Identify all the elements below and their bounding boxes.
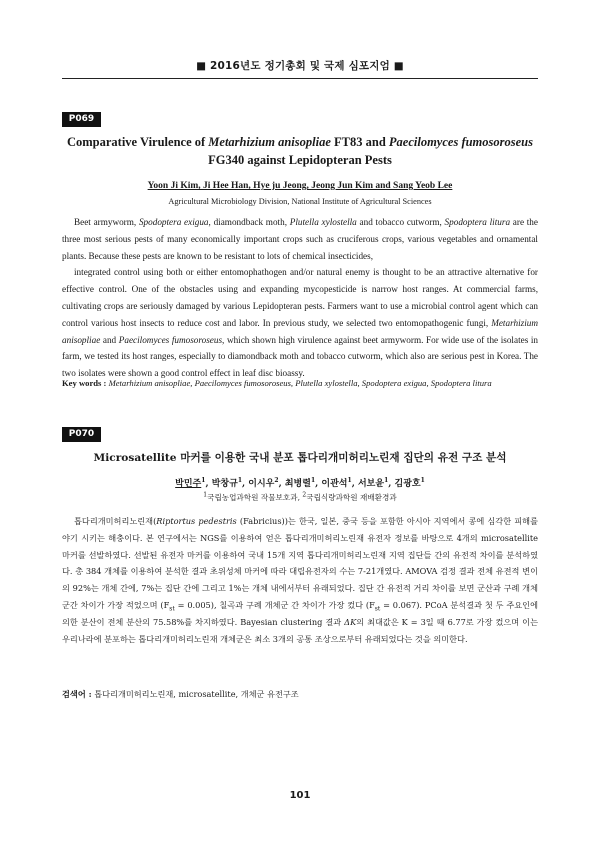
author-name: 최병렬 xyxy=(284,479,311,489)
abstract-title: Comparative Virulence of Metarhizium anisopliae FT83 and Paecilomyces fumosoroseus FG340 against Lepidopteran Pests xyxy=(66,135,533,167)
abstract-id-badge: P070 xyxy=(62,427,101,442)
author-name: 김광호 xyxy=(394,479,421,489)
author-name: 이관석 xyxy=(321,479,348,489)
body-paragraph: 톱다리개미허리노린재(Riptortus pedestris (Fabricius))는 한국, 일본, 중국 등을 포함한 아시아 지역에서 콩에 심각한 피해를 야기 시키는 해충이다. 본 연구에서는 NGS를 이용하여 얻은 톱다리개미허리노린재 유전자 정보를 바탕으로 4개의 microsatellite 마커를 선발하였다. 선발된 유전자 마커를 이용하여 국내 15개 지역 톱다리개미허리노린재 지역 집단들 간의 유전적 차이를 분석하였다. 총 384 개체를 이용하여 분석한 결과 초위성체 마커에 따라 대립유전자의 수는 7-21개였다. AMOVA 검정 결과 전체 유전적 변이의 92%는 개체 간에, 7%는 집단 간에 그리고 1%는 개체 내에서부터 유래되었다. 집단 간 유전적 거리 차이를 보면 군산과 구례 개체군간 차이가 가장 적었으며 $(F_{st} = 0.005)$, 칠곡과 구례 개체군 간 차이가 가장 컸다 $(F_{st} = 0.067)$. PCoA 분석결과 첫 두 주요인에 의한 분산이 전체 분산의 75.58%를 차지하였다. Bayesian clustering 결과 ΔK의 최대값은 K = 3일 때 6.77로 가장 컸으며 이는 우리나라에 분포하는 톱다리개미허리노린재 개체군은 최소 3개의 공통 조상으로부터 유래되었다는 것을 의미한다. xyxy=(62,516,538,644)
header-divider xyxy=(62,78,538,79)
body-paragraph: integrated control using both or either entomophathogen and/or natural enemy is thought to be an attractive alternative for effective control. One of the obstacles using and expanding mycopesticide is narrow host ranges. At commercial farms, cultivating crops are seriously damaged by various Lepidopteran pests. Farmers want to use a microbial control agent which can control various host insects to reduce cost and labor. In previous study, we selected two entomopathogenic fungi, Metarhizium anisopliae and Paecilomyces fumosoroseus, which shown high virulence against beet armyworm. For wide use of the isolates in farm, we tested its host ranges, especially to diamondback moth and tobacco cutworm, which also are serious pest in Korea. The two isolates were shown a good control effect in leaf disc bioassy. xyxy=(62,267,539,379)
page-number: 101 xyxy=(289,790,311,801)
author-list: 박민주$^1$, 박창규$^1$, 이시우$^2$, 최병렬$^1$, 이관석$^1$, 서보윤$^1$, 김광호$^1$ xyxy=(175,477,425,489)
author-list: Yoon Ji Kim, Ji Hee Han, Hye ju Jeong, Jeong Jun Kim and Sang Yeob Lee xyxy=(147,181,453,191)
author-name: 서보윤 xyxy=(357,479,385,489)
keywords-label: 검색어 : xyxy=(62,689,92,699)
abstract-id-badge: P069 xyxy=(62,112,101,127)
abstract-body xyxy=(62,513,538,647)
body-paragraph: Beet armyworm, Spodoptera exigua, diamondback moth, Plutella xylostella and tobacco cutworm, Spodoptera litura are the three most serious pests of many economically important crops such as cruciferous crops, various vegetables and ornamental plants. Because these pests are known to be resistant to lots of chemical insecticides, xyxy=(62,217,538,261)
keywords-list: Metarhizium anisopliae, Paecilomyces fumosoroseus, Plutella xylostella, Spodoptera exigua, Spodoptera litura xyxy=(108,378,492,388)
keywords-label: Key words : xyxy=(62,378,107,388)
keywords xyxy=(62,378,538,388)
keywords-list: 톱다리개미허리노린재, microsatellite, 개체군 유전구조 xyxy=(94,689,299,699)
author-name: 이시우 xyxy=(248,479,275,489)
author-name: 박창규 xyxy=(211,479,238,489)
affiliation: $^1$국립농업과학원 작물보호과, $^2$국립식량과학원 재배환경과 xyxy=(203,491,397,502)
affiliation: Agricultural Microbiology Division, National Institute of Agricultural Sciences xyxy=(168,197,432,206)
abstract-body xyxy=(62,214,538,382)
proceedings-header: ■ 2016년도 정기총회 및 국제 심포지엄 ■ xyxy=(196,60,404,72)
abstract-title: Microsatellite 마커를 이용한 국내 분포 톱다리개미허리노린재 집단의 유전 구조 분석 xyxy=(93,452,507,464)
keywords xyxy=(62,689,538,700)
author-name: 박민주 xyxy=(175,479,202,489)
